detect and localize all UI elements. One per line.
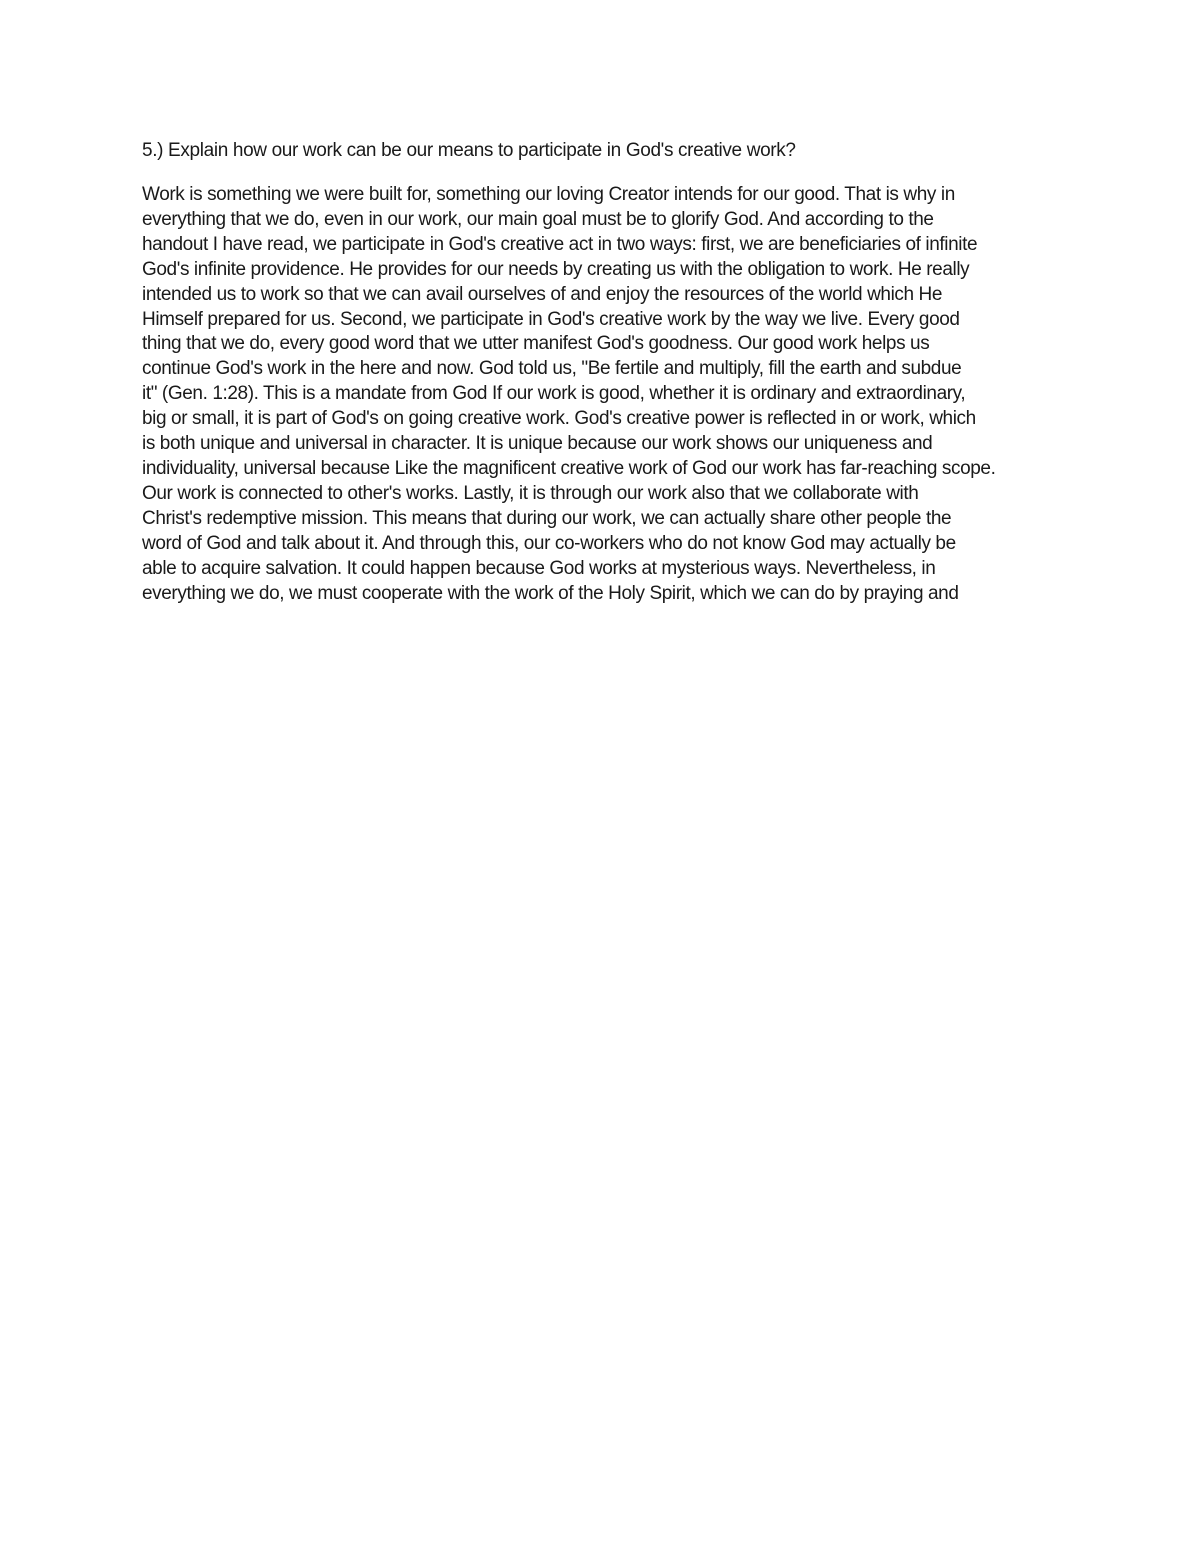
answer-line: thing that we do, every good word that we utter manifest God's goodness. Our good work helps us xyxy=(142,333,930,355)
answer-line: able to acquire salvation. It could happen because God works at mysterious ways. Nevertheless, in xyxy=(142,557,936,579)
answer-line: word of God and talk about it. And through this, our co-workers who do not know God may actually be xyxy=(142,532,956,554)
answer-line: continue God's work in the here and now. God told us, "Be fertile and multiply, fill the earth and subdue xyxy=(142,358,962,380)
answer-line: big or small, it is part of God's on going creative work. God's creative power is reflected in or work, which xyxy=(142,408,976,430)
answer-line: individuality, universal because Like the magnificent creative work of God our work has far-reaching scope. xyxy=(142,457,996,479)
question-text: 5.) Explain how our work can be our means to participate in God's creative work? xyxy=(142,140,796,161)
answer-line: everything we do, we must cooperate with the work of the Holy Spirit, which we can do by praying and xyxy=(142,582,959,604)
answer-line: Himself prepared for us. Second, we participate in God's creative work by the way we live. Every good xyxy=(142,308,960,330)
document-body xyxy=(142,138,1072,606)
answer-line: God's infinite providence. He provides for our needs by creating us with the obligation to work. He really xyxy=(142,258,970,280)
answer-line: intended us to work so that we can avail ourselves of and enjoy the resources of the world which He xyxy=(142,283,943,305)
answer-line: handout I have read, we participate in God's creative act in two ways: first, we are beneficiaries of infinite xyxy=(142,233,978,255)
answer-paragraph xyxy=(142,183,1072,606)
answer-line: Our work is connected to other's works. Lastly, it is through our work also that we collaborate with xyxy=(142,482,919,504)
answer-line: is both unique and universal in character. It is unique because our work shows our uniqueness and xyxy=(142,433,933,455)
answer-line: Work is something we were built for, something our loving Creator intends for our good. That is why in xyxy=(142,184,955,205)
answer-line: Christ's redemptive mission. This means that during our work, we can actually share other people the xyxy=(142,507,952,529)
answer-line: it" (Gen. 1:28). This is a mandate from God If our work is good, whether it is ordinary and extraordinary, xyxy=(142,383,966,405)
answer-line: everything that we do, even in our work, our main goal must be to glorify God. And according to the xyxy=(142,208,934,230)
